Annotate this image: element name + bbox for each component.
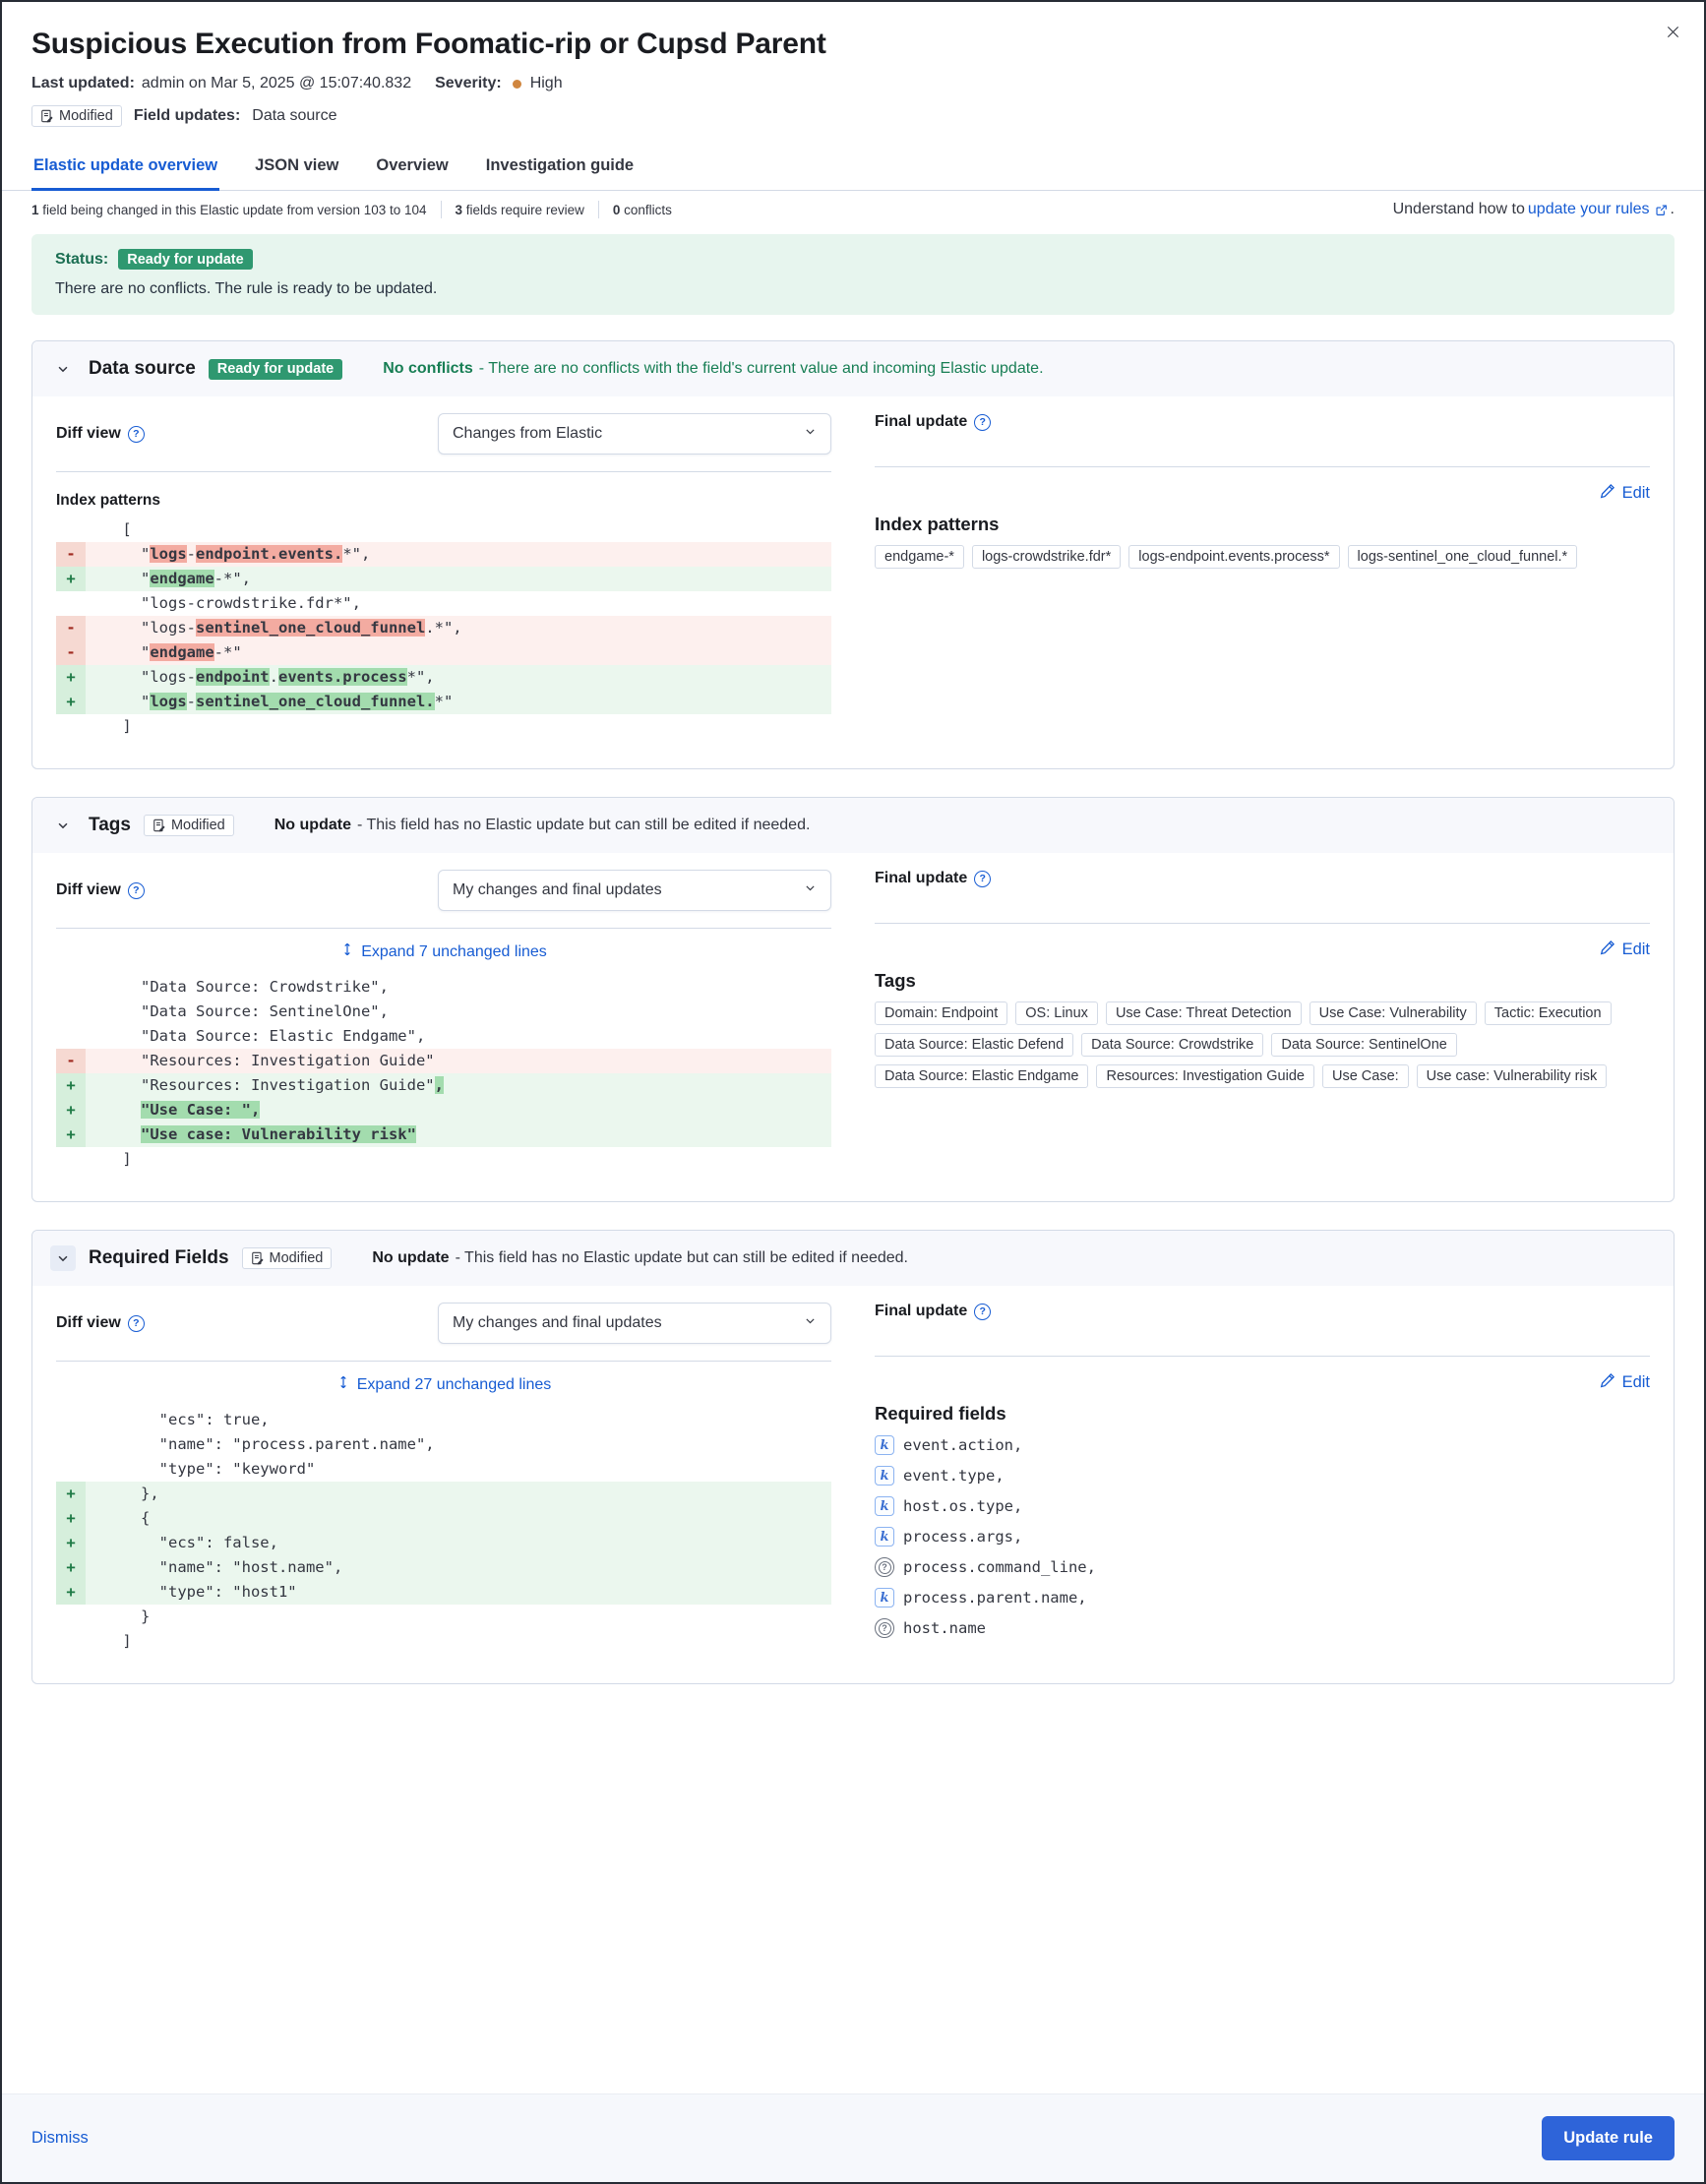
- section-body-required-fields: [32, 1286, 1674, 1683]
- diff-line-marker: [56, 1605, 86, 1629]
- tag-badge: Use Case:: [1322, 1064, 1409, 1088]
- flyout-header: [2, 2, 1704, 127]
- diff-line-marker: [56, 1629, 86, 1654]
- diff-line-code: "Use Case: ",: [86, 1098, 831, 1122]
- stats-item-count: 0: [612, 202, 621, 217]
- section-status-bold: No conflicts: [383, 360, 473, 377]
- diff-line-marker: -: [56, 542, 86, 567]
- expand-icon: [340, 942, 354, 961]
- diff-line-marker: +: [56, 690, 86, 714]
- section-data-source: [31, 340, 1675, 769]
- diff-view-label: Diff view ?: [56, 881, 145, 899]
- required-fields-list: [875, 1435, 1650, 1638]
- modified-icon: [152, 819, 166, 832]
- chevron-down-icon[interactable]: [50, 1245, 76, 1271]
- section-body-tags: [32, 853, 1674, 1201]
- status-badge: Ready for update: [118, 249, 252, 270]
- section-body-data-source: [32, 396, 1674, 768]
- diff-line-code: {: [86, 1506, 831, 1531]
- section-title: Required Fields: [89, 1247, 229, 1268]
- diff-line-marker: [56, 1147, 86, 1172]
- modified-badge: Modified: [31, 105, 122, 127]
- section-status-text: [383, 360, 1043, 378]
- required-field-row: [875, 1466, 1650, 1486]
- diff-line-marker: +: [56, 1555, 86, 1580]
- diff-line: [56, 1408, 831, 1432]
- help-icon[interactable]: ?: [128, 1315, 145, 1332]
- diff-line-code: "name": "process.parent.name",: [86, 1435, 435, 1453]
- keyword-type-icon: k: [875, 1527, 894, 1547]
- update-rule-button[interactable]: Update rule: [1542, 2116, 1675, 2160]
- section-title: Data source: [89, 358, 196, 379]
- diff-line-code: "Data Source: SentinelOne",: [86, 1002, 389, 1020]
- diff-line-marker: +: [56, 665, 86, 690]
- modified-badge: [242, 1247, 333, 1269]
- diff-line: [56, 567, 831, 591]
- tag-badge: Domain: Endpoint: [875, 1001, 1007, 1025]
- diff-column: [56, 1286, 831, 1654]
- edit-row: [875, 483, 1650, 504]
- severity-label: Severity:: [435, 75, 502, 91]
- diff-line-code: "logs-endpoint.events.*",: [86, 542, 831, 567]
- diff-line-marker: +: [56, 1506, 86, 1531]
- diff-line-marker: -: [56, 616, 86, 640]
- section-header-required-fields: [32, 1231, 1674, 1286]
- edit-row: [875, 1372, 1650, 1393]
- modified-badge-label: Modified: [170, 818, 225, 833]
- edit-button[interactable]: [1600, 940, 1650, 960]
- diff-view-select-value: My changes and final updates: [453, 881, 662, 898]
- help-icon[interactable]: ?: [974, 871, 991, 887]
- final-update-row: [875, 396, 1650, 467]
- page-title: Suspicious Execution from Foomatic-rip or Cupsd Parent: [31, 28, 826, 60]
- diff-line-marker: +: [56, 1098, 86, 1122]
- final-update-label: Final update ?: [875, 1303, 991, 1320]
- expand-unchanged-lines-link[interactable]: [56, 1375, 831, 1394]
- diff-line: [56, 1073, 831, 1098]
- required-field-name: host.os.type,: [903, 1497, 1023, 1515]
- tag-badges: [875, 1001, 1650, 1088]
- diff-code-block: [56, 1408, 831, 1654]
- diff-line-marker: +: [56, 1122, 86, 1147]
- diff-line-code: "ecs": true,: [86, 1411, 270, 1428]
- tag-badge: Data Source: Elastic Endgame: [875, 1064, 1088, 1088]
- diff-view-select[interactable]: [438, 870, 831, 911]
- badge-row: [31, 105, 1675, 127]
- diff-line: [56, 1457, 831, 1482]
- final-update-heading: Index patterns: [875, 514, 1000, 534]
- section-status-text: [372, 1249, 908, 1267]
- required-field-row: [875, 1435, 1650, 1455]
- diff-view-select-value: My changes and final updates: [453, 1314, 662, 1331]
- expand-unchanged-lines-link[interactable]: [56, 942, 831, 961]
- keyword-type-icon: k: [875, 1435, 894, 1455]
- diff-line-code: "name": "host.name",: [86, 1555, 831, 1580]
- final-update-label: Final update ?: [875, 413, 991, 431]
- tag-badge: Data Source: SentinelOne: [1271, 1033, 1456, 1057]
- flyout-footer: [2, 2093, 1704, 2182]
- expand-unchanged-lines-label: Expand 7 unchanged lines: [361, 942, 547, 960]
- status-label: Status:: [55, 250, 109, 268]
- final-update-heading: Tags: [875, 970, 916, 991]
- sections-container: [2, 340, 1704, 1684]
- section-status-text: [274, 817, 811, 834]
- pencil-icon: [1600, 483, 1615, 504]
- help-icon[interactable]: ?: [974, 1304, 991, 1320]
- diff-line: [56, 542, 831, 567]
- diff-view-label: Diff view ?: [56, 425, 145, 443]
- diff-line-code: "type": "keyword": [86, 1460, 316, 1478]
- diff-field-heading: Index patterns: [56, 492, 160, 509]
- diff-line-code: "logs-sentinel_one_cloud_funnel.*": [86, 690, 831, 714]
- final-update-heading: Required fields: [875, 1403, 1006, 1424]
- edit-button[interactable]: [1600, 483, 1650, 504]
- diff-line-marker: [56, 714, 86, 739]
- diff-line: [56, 1580, 831, 1605]
- tag-badge: Use Case: Threat Detection: [1106, 1001, 1302, 1025]
- tag-badge: OS: Linux: [1015, 1001, 1098, 1025]
- diff-line: [56, 1506, 831, 1531]
- diff-view-row: [56, 853, 831, 929]
- diff-line-code: ]: [86, 717, 132, 735]
- diff-view-select[interactable]: [438, 1303, 831, 1344]
- diff-view-row: [56, 1286, 831, 1362]
- diff-code-block: [56, 975, 831, 1172]
- chevron-down-icon: [804, 881, 817, 899]
- help-icon[interactable]: ?: [974, 414, 991, 431]
- last-updated-value: admin on Mar 5, 2025 @ 15:07:40.832: [141, 75, 412, 91]
- diff-line-marker: +: [56, 567, 86, 591]
- index-pattern-badge: logs-endpoint.events.process*: [1128, 545, 1339, 569]
- diff-line: [56, 1024, 831, 1049]
- diff-view-select[interactable]: [438, 413, 831, 455]
- diff-line: [56, 714, 831, 739]
- final-update-column: [875, 396, 1650, 739]
- index-pattern-badge: logs-sentinel_one_cloud_funnel.*: [1348, 545, 1578, 569]
- diff-line: [56, 665, 831, 690]
- section-status-bold: No update: [372, 1249, 450, 1266]
- external-link-icon: [1655, 204, 1668, 216]
- diff-line-code: }: [86, 1608, 151, 1625]
- keyword-type-icon: k: [875, 1588, 894, 1608]
- stats-item-count: 1: [31, 202, 39, 217]
- diff-line: [56, 1098, 831, 1122]
- diff-line: [56, 640, 831, 665]
- section-header-tags: [32, 798, 1674, 853]
- update-rules-help: Understand how to update your rules .: [1392, 201, 1675, 217]
- diff-line-marker: [56, 591, 86, 616]
- diff-code-block: [56, 517, 831, 739]
- pencil-icon: [1600, 940, 1615, 960]
- final-update-row: [875, 1286, 1650, 1357]
- tab-bar: [2, 151, 1704, 191]
- help-icon[interactable]: ?: [128, 426, 145, 443]
- final-update-column: [875, 853, 1650, 1172]
- tab-elastic-update-overview[interactable]: Elastic update overview: [31, 151, 219, 191]
- field-updates-label: Field updates:: [133, 107, 241, 124]
- diff-line: [56, 1531, 831, 1555]
- final-update-row: [875, 853, 1650, 924]
- diff-line-marker: [56, 517, 86, 542]
- diff-line-code: ]: [86, 1632, 132, 1650]
- diff-line-code: "Data Source: Elastic Endgame",: [86, 1027, 426, 1045]
- tag-badge: Use Case: Vulnerability: [1310, 1001, 1477, 1025]
- diff-line-code: [: [86, 520, 132, 538]
- diff-line: [56, 616, 831, 640]
- keyword-type-icon: k: [875, 1466, 894, 1486]
- diff-line-code: "logs-crowdstrike.fdr*",: [86, 594, 361, 612]
- unknown-type-icon: ?: [875, 1557, 894, 1577]
- edit-label: Edit: [1621, 1373, 1650, 1391]
- severity-dot-icon: [513, 80, 521, 89]
- diff-line-marker: +: [56, 1580, 86, 1605]
- meta-row: [31, 75, 1675, 92]
- required-field-name: process.parent.name,: [903, 1589, 1087, 1607]
- diff-line-code: "Resources: Investigation Guide",: [86, 1073, 831, 1098]
- edit-label: Edit: [1621, 484, 1650, 502]
- stats-item: 1 field being changed in this Elastic update from version 103 to 104: [31, 202, 427, 217]
- required-field-name: event.action,: [903, 1436, 1023, 1454]
- stats-row: [2, 191, 1704, 226]
- index-pattern-badges: [875, 545, 1650, 569]
- diff-line-code: "Data Source: Crowdstrike",: [86, 978, 389, 996]
- index-pattern-badge: logs-crowdstrike.fdr*: [972, 545, 1121, 569]
- section-required-fields: [31, 1230, 1675, 1684]
- diff-line-marker: [56, 1432, 86, 1457]
- keyword-type-icon: k: [875, 1496, 894, 1516]
- diff-line-code: "endgame-*": [86, 640, 831, 665]
- unknown-type-icon: ?: [875, 1618, 894, 1638]
- required-field-row: [875, 1557, 1650, 1577]
- tab-investigation-guide[interactable]: Investigation guide: [485, 156, 635, 174]
- diff-line: [56, 690, 831, 714]
- dismiss-button[interactable]: Dismiss: [31, 2129, 89, 2147]
- diff-line-marker: +: [56, 1531, 86, 1555]
- tab-json-view[interactable]: JSON view: [255, 156, 339, 174]
- edit-label: Edit: [1621, 940, 1650, 958]
- required-field-row: [875, 1496, 1650, 1516]
- section-header-data-source: [32, 341, 1674, 396]
- chevron-down-icon: [804, 425, 817, 443]
- diff-line: [56, 1049, 831, 1073]
- tag-badge: Resources: Investigation Guide: [1096, 1064, 1314, 1088]
- diff-line: [56, 975, 831, 1000]
- divider: [598, 201, 599, 218]
- diff-line-code: "type": "host1": [86, 1580, 831, 1605]
- diff-view-row: [56, 396, 831, 472]
- diff-line-marker: +: [56, 1073, 86, 1098]
- final-update-label: Final update ?: [875, 870, 991, 887]
- section-status-bold: No update: [274, 817, 351, 833]
- diff-column: [56, 396, 831, 739]
- chevron-down-icon: [804, 1314, 817, 1332]
- divider: [441, 201, 442, 218]
- required-field-name: process.args,: [903, 1528, 1023, 1546]
- diff-line-code: "ecs": false,: [86, 1531, 831, 1555]
- diff-line: [56, 1147, 831, 1172]
- required-field-row: [875, 1588, 1650, 1608]
- diff-view-select-value: Changes from Elastic: [453, 425, 603, 442]
- modified-icon: [40, 109, 54, 123]
- required-field-name: event.type,: [903, 1467, 1005, 1485]
- section-title: Tags: [89, 815, 131, 835]
- diff-line-marker: [56, 975, 86, 1000]
- diff-line: [56, 1122, 831, 1147]
- diff-line-marker: -: [56, 640, 86, 665]
- diff-line: [56, 517, 831, 542]
- diff-line-marker: -: [56, 1049, 86, 1073]
- diff-line-code: ]: [86, 1150, 132, 1168]
- modified-badge-label: Modified: [269, 1250, 324, 1266]
- edit-button[interactable]: [1600, 1372, 1650, 1393]
- diff-line-marker: [56, 1408, 86, 1432]
- diff-line: [56, 1000, 831, 1024]
- diff-line-code: "endgame-*",: [86, 567, 831, 591]
- stats-left: [31, 201, 672, 218]
- diff-line-marker: [56, 1457, 86, 1482]
- chevron-down-icon[interactable]: [50, 356, 76, 382]
- index-pattern-badge: endgame-*: [875, 545, 964, 569]
- modified-icon: [251, 1251, 265, 1265]
- diff-line-code: },: [86, 1482, 831, 1506]
- diff-line: [56, 1629, 831, 1654]
- diff-line: [56, 591, 831, 616]
- section-status-rest: - This field has no Elastic update but can still be edited if needed.: [356, 817, 811, 833]
- section-status-rest: - There are no conflicts with the field's current value and incoming Elastic update.: [478, 360, 1044, 377]
- final-update-column: [875, 1286, 1650, 1654]
- stats-item-count: 3: [455, 202, 463, 217]
- diff-line-marker: [56, 1024, 86, 1049]
- expand-unchanged-lines-label: Expand 27 unchanged lines: [356, 1375, 552, 1393]
- required-field-name: process.command_line,: [903, 1558, 1096, 1576]
- tag-badge: Data Source: Elastic Defend: [875, 1033, 1073, 1057]
- required-field-name: host.name: [903, 1619, 986, 1637]
- diff-column: [56, 853, 831, 1172]
- diff-line: [56, 1432, 831, 1457]
- diff-line-marker: [56, 1000, 86, 1024]
- tab-overview[interactable]: Overview: [376, 156, 449, 174]
- diff-line-code: "logs-sentinel_one_cloud_funnel.*",: [86, 616, 831, 640]
- diff-line: [56, 1482, 831, 1506]
- chevron-down-icon[interactable]: [50, 813, 76, 838]
- severity-value: High: [529, 75, 563, 91]
- status-banner: [31, 234, 1675, 315]
- diff-line: [56, 1605, 831, 1629]
- last-updated-label: Last updated:: [31, 75, 135, 91]
- close-icon[interactable]: [1659, 18, 1686, 45]
- tag-badge: Use case: Vulnerability risk: [1417, 1064, 1608, 1088]
- modified-badge: [144, 815, 234, 836]
- update-your-rules-link[interactable]: update your rules: [1527, 201, 1650, 217]
- stats-item: 3 fields require review: [455, 202, 584, 217]
- section-tags: [31, 797, 1675, 1202]
- stats-item: 0 conflicts: [612, 202, 672, 217]
- required-field-row: [875, 1618, 1650, 1638]
- ready-for-update-badge: Ready for update: [209, 359, 342, 380]
- tag-badge: Data Source: Crowdstrike: [1081, 1033, 1263, 1057]
- field-updates-value: Data source: [252, 107, 337, 124]
- diff-line: [56, 1555, 831, 1580]
- edit-row: [875, 940, 1650, 960]
- expand-icon: [336, 1375, 350, 1394]
- diff-line-code: "logs-endpoint.events.process*",: [86, 665, 831, 690]
- section-status-rest: - This field has no Elastic update but can still be edited if needed.: [455, 1249, 908, 1266]
- help-icon[interactable]: ?: [128, 882, 145, 899]
- status-message: There are no conflicts. The rule is ready to be updated.: [55, 280, 438, 297]
- diff-view-label: Diff view ?: [56, 1314, 145, 1332]
- required-field-row: [875, 1527, 1650, 1547]
- tag-badge: Tactic: Execution: [1485, 1001, 1612, 1025]
- diff-line-code: "Resources: Investigation Guide": [86, 1049, 831, 1073]
- diff-line-code: "Use case: Vulnerability risk": [86, 1122, 831, 1147]
- diff-line-marker: +: [56, 1482, 86, 1506]
- pencil-icon: [1600, 1372, 1615, 1393]
